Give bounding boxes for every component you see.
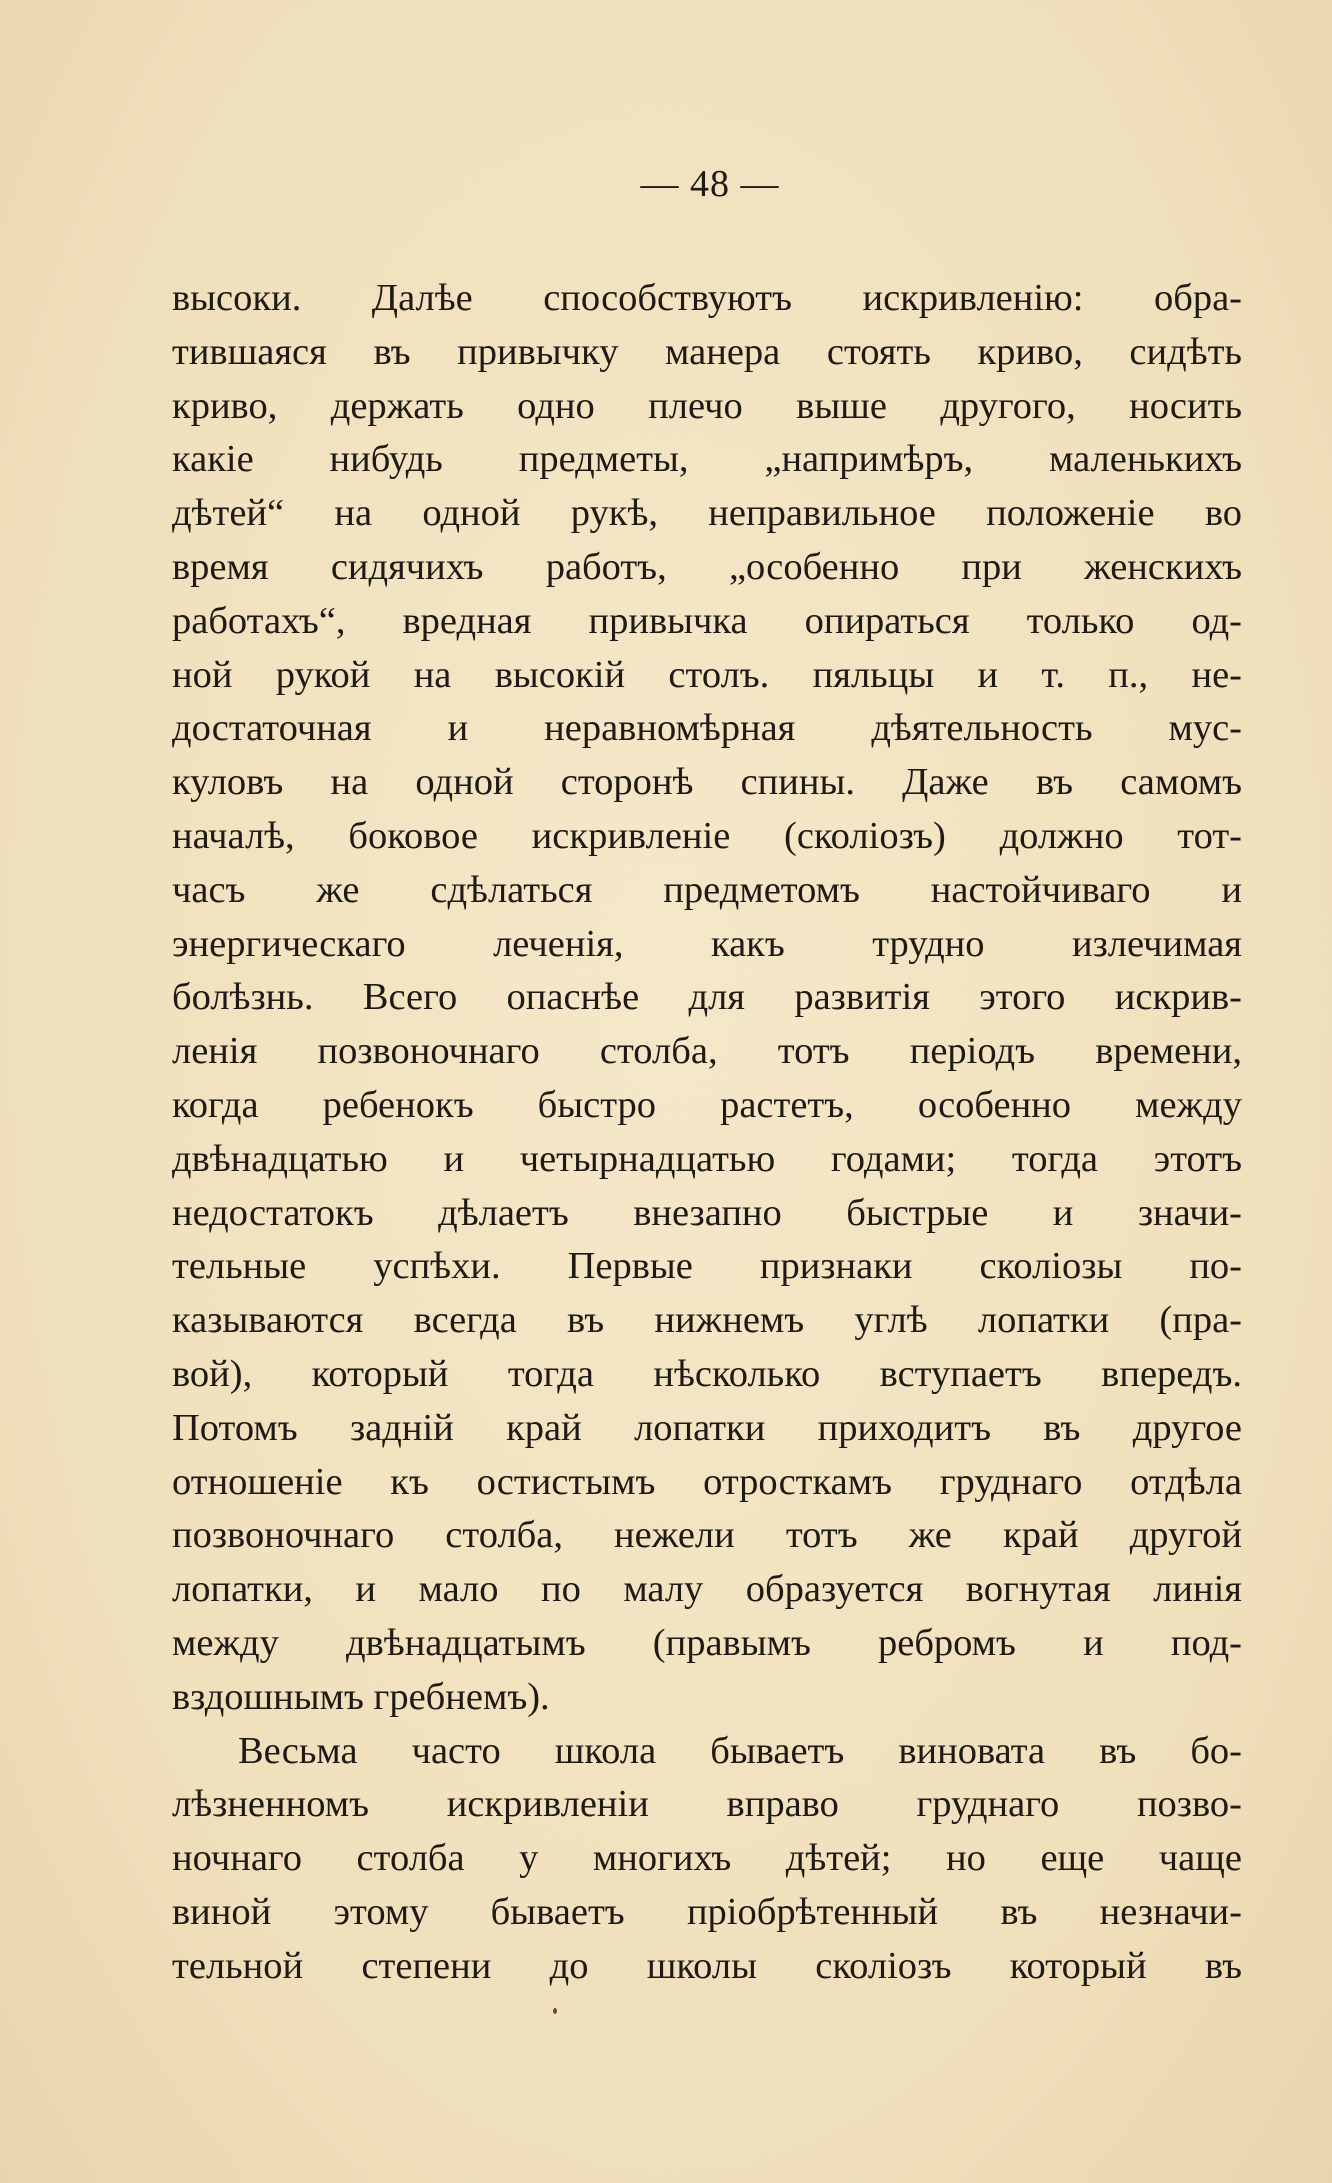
paper-speck (553, 2008, 557, 2014)
text-line: лопатки, и мало по малу образуется вогнутая линія (172, 1568, 1242, 1611)
text-line: лѣзненномъ искривленіи вправо груднаго позво- (172, 1783, 1242, 1826)
text-line: тельные успѣхи. Первые признаки сколіозы по- (172, 1245, 1242, 1288)
text-line: позвоночнаго столба, нежели тотъ же край другой (172, 1514, 1242, 1557)
text-line: ночнаго столба у многихъ дѣтей; но еще чаще (172, 1837, 1242, 1880)
text-line: тельной степени до школы сколіозъ который въ (172, 1944, 1242, 1987)
text-line: недостатокъ дѣлаетъ внезапно быстрые и значи- (172, 1191, 1242, 1234)
text-line: энергическаго леченія, какъ трудно излечимая (172, 922, 1242, 965)
text-line: достаточная и неравномѣрная дѣятельность мус- (172, 707, 1242, 750)
text-line: тившаяся въ привычку манера стоять криво, сидѣть (172, 330, 1242, 373)
text-line: отношеніе къ остистымъ отросткамъ груднаго отдѣла (172, 1460, 1242, 1503)
text-line: ной рукой на высокій столъ. пяльцы и т. п., не- (172, 653, 1242, 696)
text-line: часъ же сдѣлаться предметомъ настойчиваго и (172, 868, 1242, 911)
text-line: между двѣнадцатымъ (правымъ ребромъ и под- (172, 1621, 1242, 1664)
text-line: какіе нибудь предметы, „напримѣръ, маленькихъ (172, 438, 1242, 481)
text-line: куловъ на одной сторонѣ спины. Даже въ самомъ (172, 761, 1242, 804)
text-line: двѣнадцатью и четырнадцатью годами; тогда этотъ (172, 1137, 1242, 1180)
text-line: криво, держать одно плечо выше другого, носить (172, 384, 1242, 427)
text-line: Весьма часто школа бываетъ виновата въ бо- (238, 1729, 1242, 1772)
text-line: ленія позвоночнаго столба, тотъ періодъ времени, (172, 1030, 1242, 1073)
body-text (172, 272, 1242, 1994)
text-line: дѣтей“ на одной рукѣ, неправильное положеніе во (172, 492, 1242, 535)
text-line: время сидячихъ работъ, „особенно при женскихъ (172, 545, 1242, 588)
text-line: вздошнымъ гребнемъ). (172, 1675, 550, 1718)
text-line: казываются всегда въ нижнемъ углѣ лопатки (пра- (172, 1299, 1242, 1342)
text-line: высоки. Далѣе способствуютъ искривленію: обра- (172, 277, 1242, 319)
text-line: когда ребенокъ быстро растетъ, особенно между (172, 1083, 1242, 1126)
text-line: началѣ, боковое искривленіе (сколіозъ) должно тот- (172, 814, 1242, 857)
text-line: вой), который тогда нѣсколько вступаетъ впередъ. (172, 1352, 1242, 1395)
page-number: — 48 — (640, 163, 780, 205)
text-line: работахъ“, вредная привычка опираться только од- (172, 599, 1242, 642)
text-line: Потомъ задній край лопатки приходитъ въ другое (172, 1406, 1242, 1449)
text-line: виной этому бываетъ пріобрѣтенный въ незначи- (172, 1890, 1242, 1933)
text-line: болѣзнь. Всего опаснѣе для развитія этого искрив- (172, 976, 1242, 1019)
